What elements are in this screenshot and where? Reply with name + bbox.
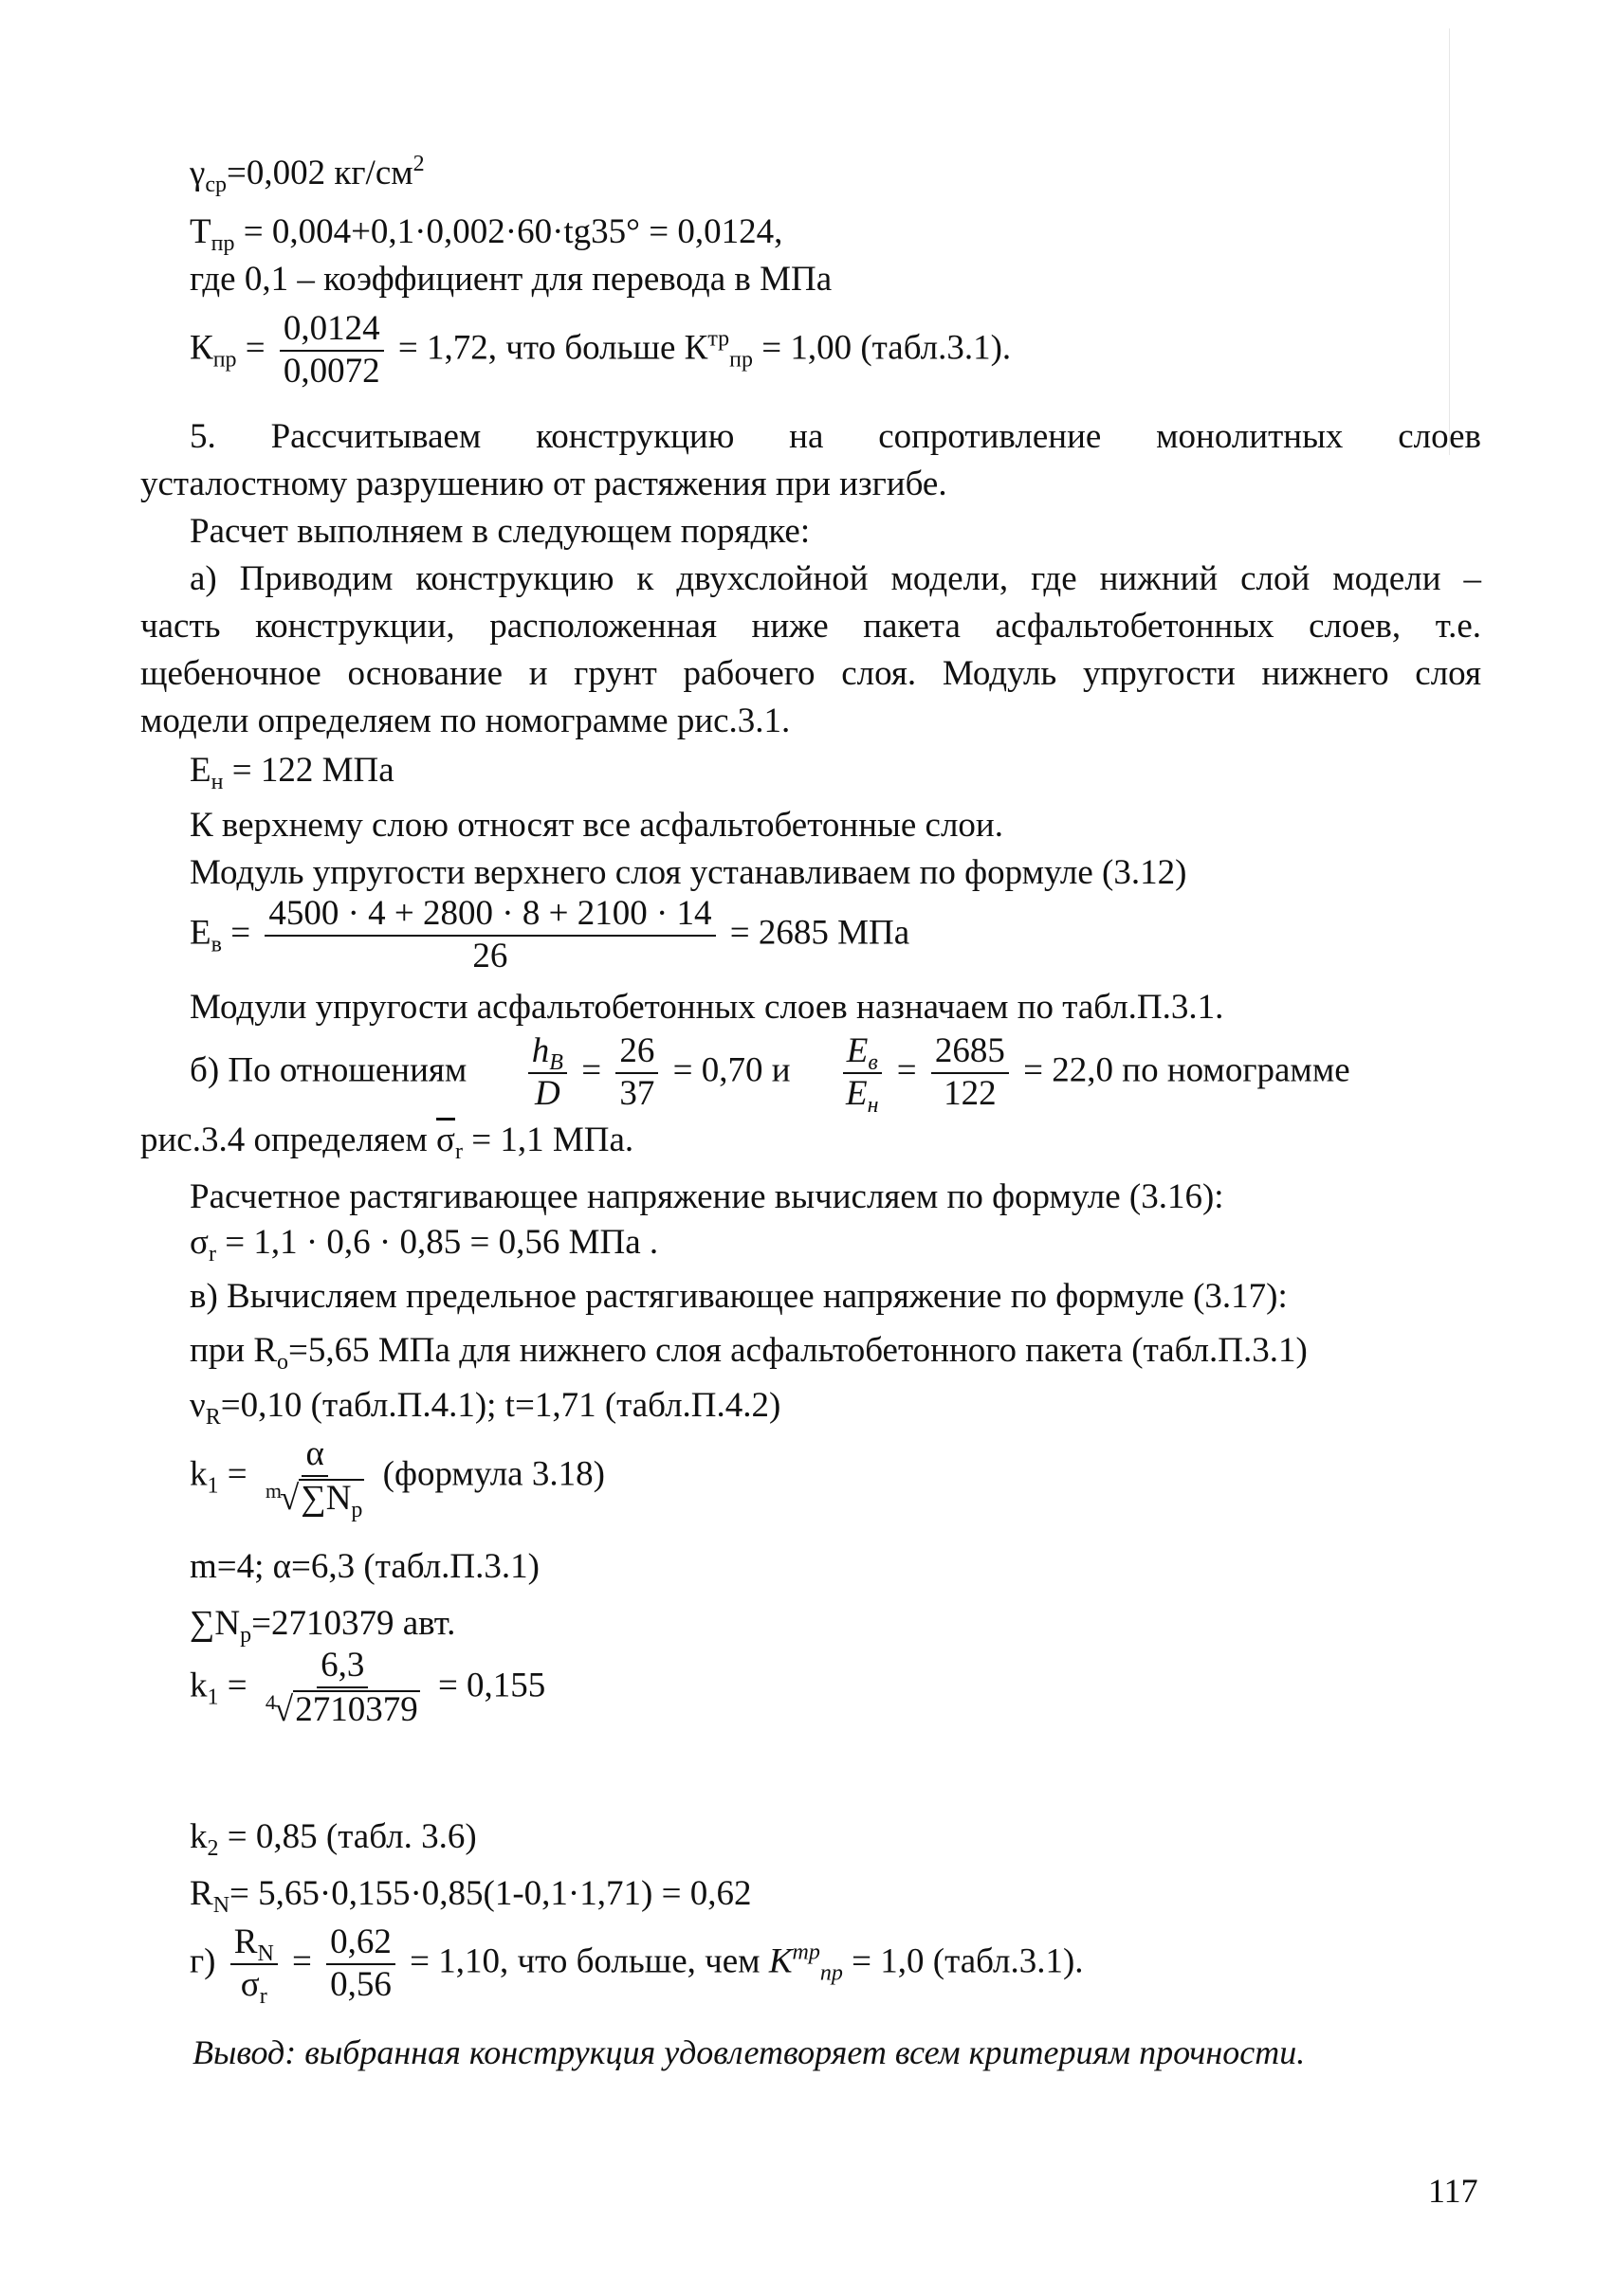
kpr-formula: $К_{пр}$ = $\frac{0,0124}{0,0072}$ = 1,72, что больше $К^{тр}_{пр} = 1,00$ (табл.3.1). xyxy=(190,309,1012,391)
26-37-fraction: $\frac{26}{37}$ xyxy=(615,1033,658,1113)
k1-value-formula: $k_1$ = $\frac{6,3}{^4√2710379}$ = 0,155 xyxy=(190,1646,546,1729)
hb-d-fraction: $\frac{h_B}{D}$ xyxy=(528,1033,567,1113)
nu-line: $\nu_R=0,10$ (табл.П.4.1); t=1,71 (табл.П.4.2) xyxy=(190,1386,781,1430)
r0-line: при $R_o=5,65$ МПа для нижнего слоя асфальтобетонного пакета (табл.П.3.1) xyxy=(190,1331,1308,1375)
upper-layer-line: К верхнему слою относят все асфальтобетонные слои. xyxy=(190,806,1003,845)
m-alpha-line: m=4; α=6,3 (табл.П.3.1) xyxy=(190,1547,540,1586)
coef-note: где 0,1 – коэффициент для перевода в МПа xyxy=(190,260,833,299)
2685-122-fraction: $\frac{2685}{122}$ xyxy=(931,1033,1009,1113)
eh-line: $Е_н = 122$ МПа xyxy=(190,751,394,794)
scan-edge-line xyxy=(1449,28,1450,455)
sum-np-line: $\sum N_p=2710379$ авт. xyxy=(190,1604,456,1648)
tpr-line: $Т_{пр} = 0,004+0,1\cdot 0,002\cdot 60\cdot tg35^\circ = 0,0124$, xyxy=(190,212,783,256)
ev-en-fraction: $\frac{E_в}{E_н}$ xyxy=(842,1033,883,1113)
para-a-line4: модели определяем по номограмме рис.3.1. xyxy=(140,702,791,740)
sigma-nomogram-line: рис.3.4 определяем $\overline{\sigma}_r = 1,1$ МПа. xyxy=(140,1121,634,1164)
k1-formula: $k_1$ = $\frac{\alpha}{^m√\sum N_p}$ (формула 3.18) xyxy=(190,1434,605,1522)
ev-fraction: $\frac{4500 \cdot 4 + 2800 \cdot 8 + 2100 \cdot 14}{26}$ xyxy=(265,896,715,975)
conclusion: Вывод: выбранная конструкция удовлетворяет всем критериям прочности. xyxy=(192,2033,1306,2071)
para-b-line: б) По отношениям $\frac{h_B}{D}$ = $\frac{26}{37}$ = 0,70 и $\frac{E_в}{E_н}$ = $\frac{2685}{122}$ = 22,0 по номограмме xyxy=(190,1031,1350,1118)
para-a-line1: а) Приводим конструкцию к двухслойной модели, где нижний слой модели – xyxy=(190,559,1481,598)
moduli-line: Модули упругости асфальтобетонных слоев назначаем по табл.П.3.1. xyxy=(190,988,1224,1027)
step5-line1: 5. Рассчитываем конструкцию на сопротивление монолитных слоев xyxy=(190,417,1481,456)
kpr-fraction: $\frac{0,0124}{0,0072}$ xyxy=(280,311,384,391)
para-v-line: в) Вычисляем предельное растягивающее напряжение по формуле (3.17): xyxy=(190,1277,1288,1316)
sigma-line: $\sigma_r = 1,1 \cdot 0,6 \cdot 0,85 = 0,56$ МПа . xyxy=(190,1223,659,1266)
step5-line2: усталостному разрушению от растяжения при изгибе. xyxy=(140,465,947,503)
rn-sigma-fraction: $\frac{R_N}{\sigma_r}$ xyxy=(230,1924,278,2004)
para-a-line2: часть конструкции, расположенная ниже пакета асфальтобетонных слоев, т.е. xyxy=(140,607,1481,646)
page-number: 117 xyxy=(1428,2172,1478,2210)
order-line: Расчет выполняем в следующем порядке: xyxy=(190,512,811,551)
para-g-formula: г) $\frac{R_N}{\sigma_r}$ = $\frac{0,62}{0,56}$ = 1,10, что больше, чем $K^{тр}_{пр} = 1,0$ (табл.3.1). xyxy=(190,1922,1084,2009)
stress-calc-line: Расчетное растягивающее напряжение вычисляем по формуле (3.16): xyxy=(190,1177,1224,1216)
rn-line: $R_N= 5,65\cdot 0,155\cdot 0,85(1-0,1\cdot 1,71) = 0,62$ xyxy=(190,1874,752,1918)
k1-fraction: $\frac{\alpha}{^m√\sum N_p}$ xyxy=(265,1434,363,1522)
para-a-line3: щебеночное основание и грунт рабочего слоя. Модуль упругости нижнего слоя xyxy=(140,654,1481,693)
gamma-line: $\gamma_{ср}=0,002$ $кг/см^2$ xyxy=(190,152,425,197)
ev-formula: $Е_в$ = $\frac{4500 \cdot 4 + 2800 \cdot 8 + 2100 \cdot 14}{26}$ = 2685 МПа xyxy=(190,894,910,975)
upper-modulus-line: Модуль упругости верхнего слоя устанавливаем по формуле (3.12) xyxy=(190,853,1187,892)
062-056-fraction: $\frac{0,62}{0,56}$ xyxy=(326,1924,395,2004)
k1-value-fraction: $\frac{6,3}{^4√2710379}$ xyxy=(265,1646,418,1729)
k2-line: $k_2 = 0,85$ (табл. 3.6) xyxy=(190,1817,477,1861)
